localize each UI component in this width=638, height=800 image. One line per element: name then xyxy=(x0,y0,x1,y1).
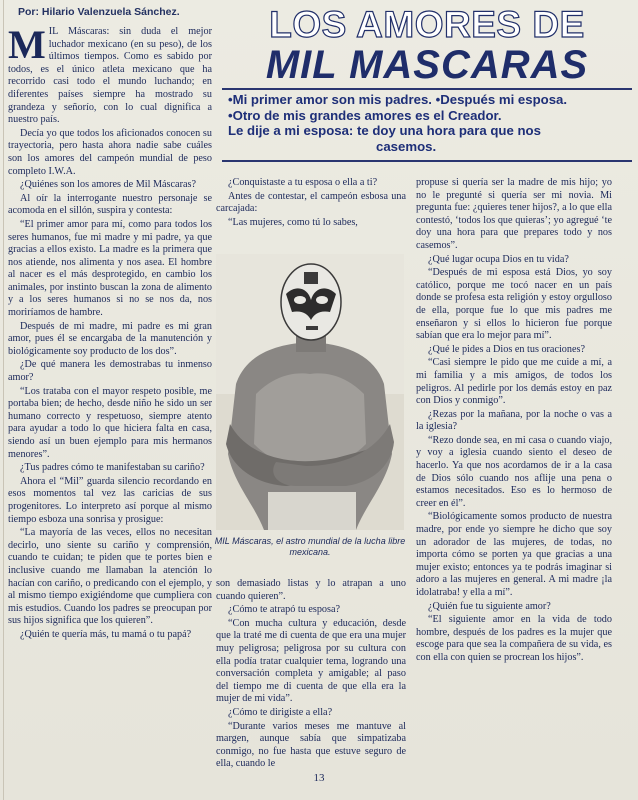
question: ¿Qué lugar ocupa Dios en tu vida? xyxy=(428,253,569,265)
deck-line: •Otro de mis grandes amores es el Creador. xyxy=(228,107,502,123)
answer: “Con mucha cultura y educación, desde que la traté me di cuenta de que era una mujer muy peligrosa; peligrosa por su cultura con ella podía tratar cualquier tema, logrando una conversación completa y amigable; al paso del tiempo me di cuenta de que ella era la mujer de mi vida”. xyxy=(216,617,406,705)
answer: “El siguiente amor en la vida de todo hombre, después de los padres es la mujer que escoge para que sea la compañera de su vida, es con ella con quien se procrean los hijos”. xyxy=(416,614,612,663)
headline-rule xyxy=(222,88,632,90)
question: ¿Cómo te atrapó tu esposa? xyxy=(228,604,341,616)
deck-line: •Mi primer amor son mis padres. •Después mi esposa. xyxy=(228,92,568,107)
paragraph: Ahora el “Mil” guarda silencio recordando en esos momentos tal vez las caricias de sus progenitores. Lo interpreto así porque al mismo tiempo esboza una sonrisa y prosigue: xyxy=(8,475,212,525)
deck-rule xyxy=(222,160,632,162)
answer: “Durante varios meses me mantuve al margen, aunque sabía que simpatizaba conmigo, no fue hasta que estuve seguro de ella, cuando le xyxy=(216,720,406,770)
page-number: 13 xyxy=(313,772,325,784)
paragraph: Antes de contestar, el campeón esbosa una carcajada: xyxy=(216,190,406,215)
question: ¿Cómo te dirigiste a ella? xyxy=(228,706,333,718)
deck-line: casemos. xyxy=(376,138,437,154)
question: ¿Quiénes son los amores de Mil Máscaras? xyxy=(20,179,196,191)
question: ¿De qué manera les demostrabas tu inmenso amor? xyxy=(8,359,212,384)
paragraph-text: IL Máscaras: sin duda el mejor luchador mexicano (en su peso), de los últimos tiempos. Como es sabido por todos, es el único atleta mexicano que ha recorrido casi todo el mundo luchando; en diferentes países siempre ha mostrado su grandeza y señorío, con lo cual dignifica a nuestro país. xyxy=(8,26,212,126)
question: ¿Rezas por la mañana, por la noche o vas a la iglesia? xyxy=(416,408,612,433)
column-1 xyxy=(8,22,212,643)
paragraph: Decía yo que todos los aficionados conocen su trayectoria, pero hasta ahora nadie sabe cuáles son los amores del campeón mundial de peso completo I.W.A. xyxy=(8,127,212,177)
answer: son demasiado listas y lo atrapan a uno cuando quieren”. xyxy=(216,578,406,602)
answer: “Las mujeres, como tú lo sabes, xyxy=(228,216,358,228)
answer: “La mayoría de las veces, ellos no necesitan decirlo, uno siente su cariño y comprensión, cuando te cuidan; te piden que te portes bien e inclusive cuando me llamaban la atención lo hacían con cariño, o predicando con el ejemplo, y al mismo tiempo exigiéndome que cumpliera con mis estudios. Cuando los padres se preocupan por sus hijos significa que los quieren”. xyxy=(8,527,212,627)
byline: Por: Hilario Valenzuela Sánchez. xyxy=(18,6,180,18)
answer: “Después de mi esposa está Dios, yo soy católico, porque me tocó nacer en un país donde se profesa esta religión y estoy orgulloso de ella, porque fue lo que mis padres me enseñaron y si ellos lo hicieron fue porque sabían que era lo mejor para mí”. xyxy=(416,267,612,342)
deck-line: Le dije a mi esposa: te doy una hora para que nos xyxy=(228,123,541,138)
question: ¿Tus padres cómo te manifestaban su cariño? xyxy=(20,462,205,474)
paragraph: Al oír la interrogante nuestro personaje se acomoda en el sillón, suspira y contesta: xyxy=(8,192,212,217)
answer: “El primer amor para mí, como para todos los seres humanos, fue mi madre y mi padre, ya que gracias a ellos existo. La madre es la primera que nos atiende, nos alimenta y nos asea. El hombre al nacer es el más desprotegido, en cambio los animales, por instinto buscan la zona de alimento y a los seres humanos si no se nos da, nos moriríamos de hambre. xyxy=(8,218,212,319)
answer: “Los trataba con el mayor respeto posible, me portaba bien; de hecho, desde niño he sido un ser humano correcto y respetuoso, siempre atento para ayudar a todo lo que hiciera falta en casa, siendo así un buen ejemplo para mis hermanos menores”. xyxy=(8,385,212,460)
wrestler-photo xyxy=(216,254,404,530)
question: ¿Quién te quería más, tu mamá o tu papá? xyxy=(20,628,192,640)
drop-cap: M xyxy=(8,22,46,67)
answer: propuse si quería ser la madre de mis hijo; yo no le pregunté si quería ser mi novia. Mi pregunta fue: ¿quieres tener hijos?, a lo que ella contestó, ‘todos los que quieras’; yo agregué ‘te doy una hora para que prepares todo y nos casemos”. xyxy=(416,177,612,251)
column-3 xyxy=(416,177,612,666)
answer: “Biológicamente somos producto de nuestra madre, por ende yo siempre he dicho que soy un adorador de las mujeres, de todas, no importa cómo se porten ya que gracias a una mujer existo; entonces ya te podrás imaginar si adoro a las mujeres en general. A mi madre ¡la idolatraba! y ella a mí”. xyxy=(416,511,612,598)
paragraph xyxy=(8,22,212,127)
column-2-bottom xyxy=(216,578,406,772)
headline-line-2: MIL MASCARAS xyxy=(265,43,589,87)
question: ¿Conquistaste a tu esposa o ella a ti? xyxy=(228,177,378,188)
column-2-top xyxy=(216,177,406,230)
question: ¿Quién fue tu siguiente amor? xyxy=(428,600,551,612)
headline-line-1: LOS AMORES DE xyxy=(269,4,585,45)
photo-caption: MIL Máscaras, el astro mundial de la lucha libre mexicana. xyxy=(214,536,406,557)
page-left-edge xyxy=(3,0,4,800)
question: ¿Qué le pides a Dios en tus oraciones? xyxy=(428,343,586,355)
answer: “Rezo donde sea, en mi casa o cuando viajo, y voy a iglesia cuando siento el deseo de hacerlo. Ya que nos acordamos de ir a la casa de Dios sólo cuando nos aflije una pena o estamos necesitados. Eso es lo hermoso de creer en él”. xyxy=(416,434,612,509)
deck-summary xyxy=(228,92,628,154)
answer: Después de mi madre, mi padre es mi gran amor, pues él se encargaba de la manutención y biológicamente soy producto de los dos”. xyxy=(8,320,212,357)
answer: “Casi siempre le pido que me cuide a mí, a mi familia y a mis amigos, de todos los peligros. Al pedirle por los demás estoy en paz con Dios y conmigo”. xyxy=(416,357,612,407)
